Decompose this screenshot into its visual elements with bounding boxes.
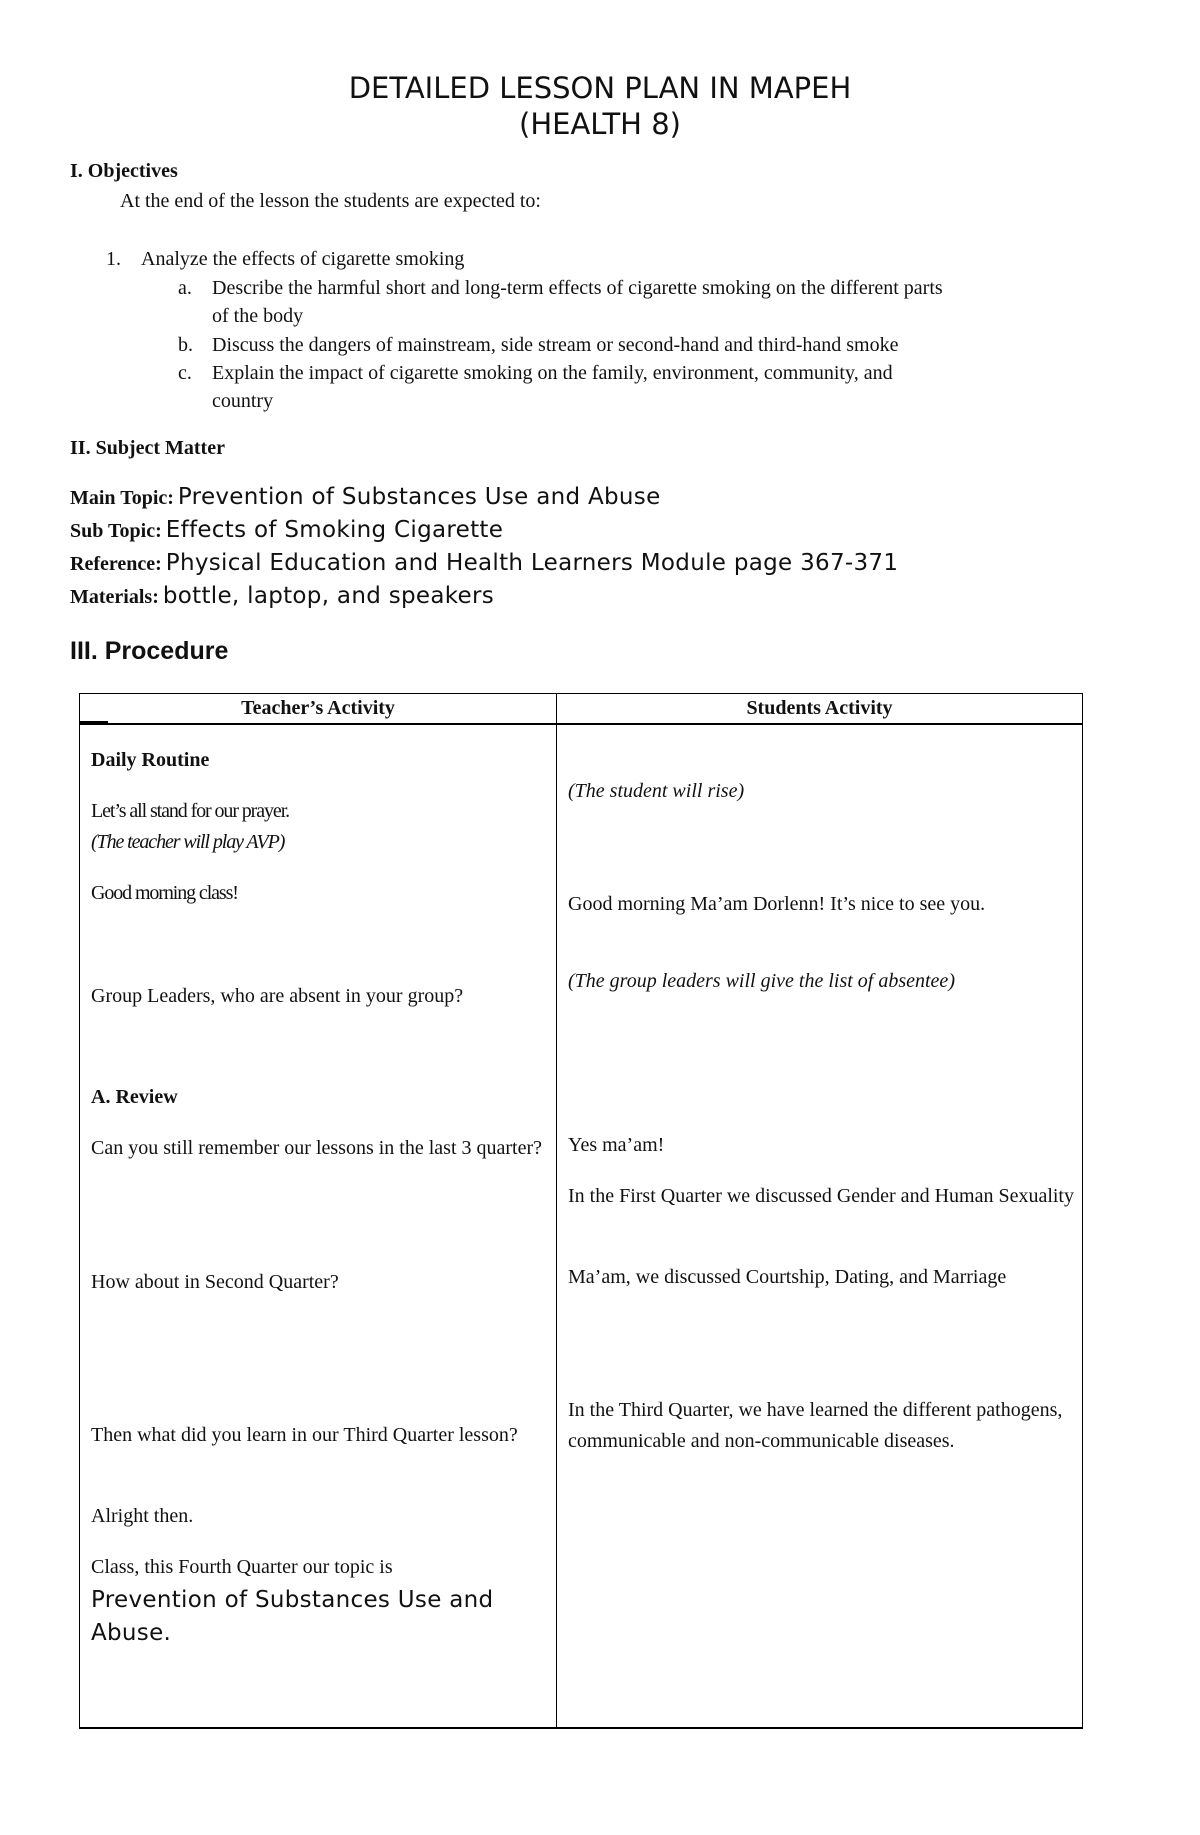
teacher-topic: Prevention of Substances Use and Abuse. (91, 1587, 494, 1646)
subobjective-line: Discuss the dangers of mainstream, side stream or second-hand and third-hand smoke (212, 334, 899, 356)
reference-label: Reference: (70, 553, 162, 575)
review-heading: A. Review (91, 1086, 178, 1108)
objective-number: 1. (106, 248, 121, 270)
sub-topic-row (70, 517, 503, 543)
review-question-2: How about in Second Quarter? (91, 1271, 339, 1293)
teacher-prayer: Let’s all stand for our prayer. (91, 800, 290, 822)
subobjective-line: of the body (212, 305, 304, 327)
students-greeting: Good morning Ma’am Dorlenn! It’s nice to see you. (568, 893, 986, 915)
column-header-students: Students Activity (746, 697, 893, 719)
reference-value: Physical Education and Health Learners Module page 367-371 (165, 550, 899, 576)
table-left-border (79, 693, 80, 1729)
materials-value: bottle, laptop, and speakers (162, 583, 495, 609)
teacher-topic-intro: Class, this Fourth Quarter our topic is (91, 1556, 393, 1578)
table-corner-mark (80, 721, 108, 723)
teacher-prayer-note: (The teacher will play AVP) (91, 831, 285, 853)
students-absentee: (The group leaders will give the list of absentee) (568, 970, 955, 992)
procedure-heading: III. Procedure (70, 637, 229, 665)
students-third-quarter: In the Third Quarter, we have learned the different pathogens, communicable and non-communicable diseases. (568, 1399, 1063, 1452)
sub-topic-value: Effects of Smoking Cigarette (165, 517, 504, 543)
main-topic-row (70, 484, 661, 510)
teacher-absent-question: Group Leaders, who are absent in your group? (91, 985, 464, 1007)
teacher-alright: Alright then. (91, 1505, 194, 1527)
table-right-border (1082, 693, 1083, 1729)
table-top-border (79, 693, 1083, 694)
sub-topic-label: Sub Topic: (70, 520, 162, 542)
reference-row (70, 550, 898, 576)
table-bottom-border (79, 1727, 1083, 1729)
students-yes: Yes ma’am! (568, 1134, 665, 1156)
subobjective-line: country (212, 390, 274, 412)
column-header-teacher: Teacher’s Activity (241, 697, 395, 719)
students-second-quarter: Ma’am, we discussed Courtship, Dating, and Marriage (568, 1266, 1007, 1288)
subject-matter-heading: II. Subject Matter (70, 437, 225, 459)
document-title: DETAILED LESSON PLAN IN MAPEH (348, 71, 852, 105)
document-subtitle: (HEALTH 8) (519, 107, 681, 141)
teacher-daily-routine: Daily Routine (91, 749, 210, 771)
objectives-intro: At the end of the lesson the students are expected to: (120, 190, 541, 212)
materials-row (70, 583, 494, 609)
table-header-divider (79, 723, 1083, 725)
students-rise: (The student will rise) (568, 780, 745, 802)
subobjective-letter: c. (178, 362, 192, 384)
objectives-heading: I. Objectives (70, 160, 178, 182)
teacher-greeting: Good morning class! (91, 882, 238, 904)
main-topic-value: Prevention of Substances Use and Abuse (177, 484, 661, 510)
materials-label: Materials: (70, 586, 159, 608)
subobjective-line: Explain the impact of cigarette smoking on the family, environment, community, and (212, 362, 893, 384)
objective-text: Analyze the effects of cigarette smoking (141, 248, 465, 270)
review-question-1: Can you still remember our lessons in the last 3 quarter? (91, 1137, 543, 1159)
subobjective-letter: b. (178, 334, 193, 356)
students-first-quarter: In the First Quarter we discussed Gender and Human Sexuality (568, 1185, 1074, 1207)
table-column-divider (556, 693, 557, 1729)
main-topic-label: Main Topic: (70, 487, 174, 509)
review-question-3: Then what did you learn in our Third Quarter lesson? (91, 1424, 518, 1446)
subobjective-line: Describe the harmful short and long-term effects of cigarette smoking on the different parts (212, 277, 943, 299)
subobjective-letter: a. (178, 277, 192, 299)
